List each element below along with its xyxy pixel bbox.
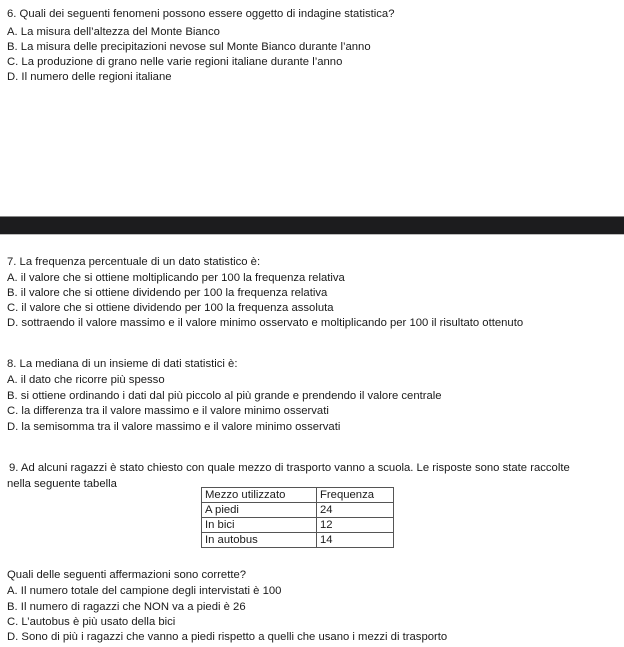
q8-question: 8. La mediana di un insieme di dati statistici è: <box>7 358 238 370</box>
page-divider-bar <box>0 216 624 235</box>
table-row <box>202 518 394 533</box>
q7-option-c: C. il valore che si ottiene dividendo per 100 la frequenza assoluta <box>7 302 334 314</box>
q9-option-a: A. Il numero totale del campione degli intervistati è 100 <box>7 585 282 597</box>
q7-option-a: A. il valore che si ottiene moltiplicando per 100 la frequenza relativa <box>7 272 345 284</box>
q8-option-b: B. si ottiene ordinando i dati dal più piccolo al più grande e prendendo il valore centrale <box>7 390 442 402</box>
q8-option-d: D. la semisomma tra il valore massimo e il valore minimo osservati <box>7 421 341 433</box>
table-header: Frequenza <box>317 488 394 503</box>
table-row <box>202 503 394 518</box>
q9-option-c: C. L’autobus è più usato della bici <box>7 616 176 628</box>
table-header-row <box>202 488 394 503</box>
table-row <box>202 533 394 548</box>
q6-question: 6. Quali dei seguenti fenomeni possono essere oggetto di indagine statistica? <box>7 8 395 20</box>
q6-option-d: D. Il numero delle regioni italiane <box>7 71 172 83</box>
q7-option-b: B. il valore che si ottiene dividendo per 100 la frequenza relativa <box>7 287 328 299</box>
table-cell: 24 <box>317 503 394 518</box>
q6-option-a: A. La misura dell’altezza del Monte Bianco <box>7 26 220 38</box>
q7-option-d: D. sottraendo il valore massimo e il valore minimo osservato e moltiplicando per 100 il risultato ottenuto <box>7 317 524 329</box>
q9-option-d: D. Sono di più i ragazzi che vanno a piedi rispetto a quelli che usano i mezzi di trasporto <box>7 631 448 643</box>
table-cell: 12 <box>317 518 394 533</box>
q6-option-c: C. La produzione di grano nelle varie regioni italiane durante l’anno <box>7 56 343 68</box>
q9-question-cont: nella seguente tabella <box>7 478 117 490</box>
q9-question: 9. Ad alcuni ragazzi è stato chiesto con quale mezzo di trasporto vanno a scuola. Le risposte sono state raccolte <box>9 462 570 474</box>
table-cell: 14 <box>317 533 394 548</box>
q7-question: 7. La frequenza percentuale di un dato statistico è: <box>7 256 261 268</box>
table-header: Mezzo utilizzato <box>202 488 317 503</box>
q8-option-a: A. il dato che ricorre più spesso <box>7 374 165 386</box>
table-cell: In autobus <box>202 533 317 548</box>
table-cell: A piedi <box>202 503 317 518</box>
table-cell: In bici <box>202 518 317 533</box>
q9-prompt: Quali delle seguenti affermazioni sono corrette? <box>7 569 247 581</box>
transport-table <box>201 487 394 548</box>
q8-option-c: C. la differenza tra il valore massimo e il valore minimo osservati <box>7 405 329 417</box>
q9-option-b: B. Il numero di ragazzi che NON va a piedi è 26 <box>7 601 246 613</box>
q6-option-b: B. La misura delle precipitazioni nevose sul Monte Bianco durante l’anno <box>7 41 371 53</box>
